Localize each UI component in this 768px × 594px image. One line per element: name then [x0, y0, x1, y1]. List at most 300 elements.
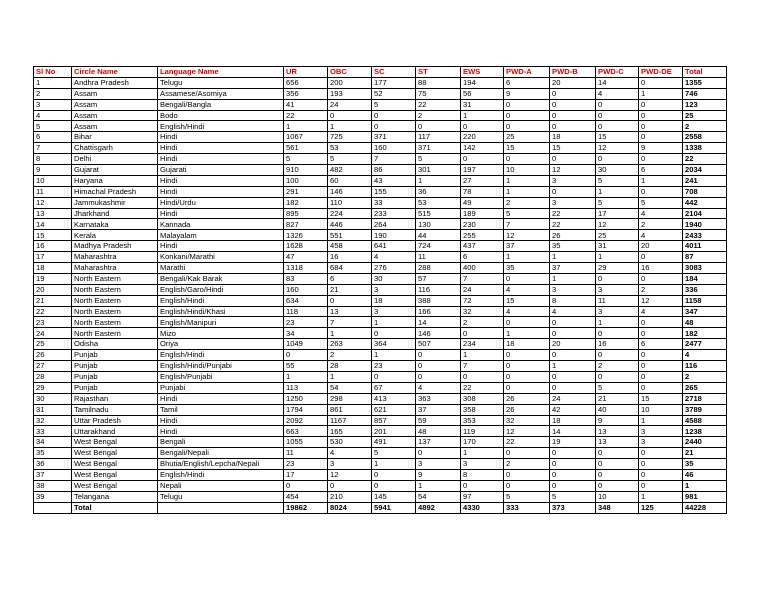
cell-language-name: Malayalam	[158, 230, 284, 241]
cell-language-name: Telugu	[158, 77, 284, 88]
cell-sl-no: 11	[34, 186, 72, 197]
cell-pwd-b: 1	[550, 273, 596, 284]
cell-pwd-de: 16	[639, 263, 683, 274]
cell-pwd-a: 0	[504, 371, 550, 382]
cell-ur: 182	[284, 197, 328, 208]
cell-ur: 291	[284, 186, 328, 197]
cell-circle-name: Uttarakhand	[72, 426, 158, 437]
cell-st: 137	[416, 437, 461, 448]
cell-obc: 224	[328, 208, 372, 219]
cell-circle-name: Punjab	[72, 371, 158, 382]
cell-circle-name: Bihar	[72, 132, 158, 143]
cell-ur: 0	[284, 480, 328, 491]
cell-ur: 23	[284, 317, 328, 328]
cell-pwd-b: 0	[550, 88, 596, 99]
cell-pwd-de: 1	[639, 491, 683, 502]
cell-ur: 1628	[284, 241, 328, 252]
table-total-row	[34, 502, 727, 513]
cell-obc: 684	[328, 263, 372, 274]
cell-pwd-de: 20	[639, 241, 683, 252]
cell-obc: 0	[328, 295, 372, 306]
cell-pwd-b: 0	[550, 110, 596, 121]
cell-pwd-b: 22	[550, 219, 596, 230]
table-row	[34, 382, 727, 393]
cell-pwd-b: 35	[550, 241, 596, 252]
cell-pwd-a: 5	[504, 491, 550, 502]
cell-ews: 3	[461, 459, 504, 470]
total-cell-pwd-a: 333	[504, 502, 550, 513]
cell-st: 724	[416, 241, 461, 252]
cell-st: 44	[416, 230, 461, 241]
cell-ur: 1318	[284, 263, 328, 274]
cell-language-name: Bengali/Bangla	[158, 99, 284, 110]
cell-sl-no: 13	[34, 208, 72, 219]
cell-pwd-b: 0	[550, 350, 596, 361]
cell-obc: 5	[328, 154, 372, 165]
cell-ews: 32	[461, 306, 504, 317]
total-cell-pwd-de: 125	[639, 502, 683, 513]
table-row	[34, 230, 727, 241]
cell-obc: 263	[328, 339, 372, 350]
cell-sl-no: 38	[34, 480, 72, 491]
cell-pwd-de: 4	[639, 306, 683, 317]
cell-pwd-c: 0	[596, 154, 639, 165]
cell-total: 123	[683, 99, 727, 110]
cell-sc: 0	[372, 480, 416, 491]
cell-sl-no: 5	[34, 121, 72, 132]
cell-ur: 663	[284, 426, 328, 437]
cell-sc: 23	[372, 361, 416, 372]
cell-st: 166	[416, 306, 461, 317]
cell-pwd-a: 2	[504, 197, 550, 208]
table-row	[34, 317, 727, 328]
cell-pwd-c: 21	[596, 393, 639, 404]
cell-sc: 18	[372, 295, 416, 306]
cell-sc: 413	[372, 393, 416, 404]
table-row	[34, 491, 727, 502]
cell-ur: 100	[284, 175, 328, 186]
cell-language-name: Tamil	[158, 404, 284, 415]
cell-st: 0	[416, 121, 461, 132]
cell-total: 4588	[683, 415, 727, 426]
cell-language-name: English/Punjabi	[158, 371, 284, 382]
cell-total: 1355	[683, 77, 727, 88]
cell-pwd-b: 0	[550, 459, 596, 470]
cell-sl-no: 39	[34, 491, 72, 502]
cell-pwd-de: 5	[639, 197, 683, 208]
cell-pwd-de: 0	[639, 350, 683, 361]
table-row	[34, 165, 727, 176]
cell-ur: 34	[284, 328, 328, 339]
cell-circle-name: West Bengal	[72, 480, 158, 491]
cell-pwd-c: 0	[596, 459, 639, 470]
total-cell-sl-no	[34, 502, 72, 513]
cell-total: 87	[683, 252, 727, 263]
cell-st: 5	[416, 154, 461, 165]
cell-pwd-c: 15	[596, 132, 639, 143]
cell-obc: 110	[328, 197, 372, 208]
table-row	[34, 350, 727, 361]
cell-circle-name: Maharashtra	[72, 263, 158, 274]
cell-sc: 1	[372, 350, 416, 361]
cell-pwd-a: 5	[504, 208, 550, 219]
cell-sc: 371	[372, 132, 416, 143]
cell-st: 3	[416, 459, 461, 470]
cell-st: 4	[416, 382, 461, 393]
cell-ur: 160	[284, 284, 328, 295]
cell-pwd-a: 0	[504, 110, 550, 121]
cell-circle-name: Punjab	[72, 361, 158, 372]
cell-ews: 24	[461, 284, 504, 295]
table-row	[34, 88, 727, 99]
cell-sc: 155	[372, 186, 416, 197]
cell-pwd-de: 6	[639, 165, 683, 176]
table-row	[34, 306, 727, 317]
table-row	[34, 339, 727, 350]
cell-pwd-a: 12	[504, 426, 550, 437]
cell-circle-name: West Bengal	[72, 469, 158, 480]
cell-sl-no: 36	[34, 459, 72, 470]
cell-pwd-de: 0	[639, 99, 683, 110]
cell-pwd-b: 3	[550, 197, 596, 208]
cell-pwd-de: 0	[639, 121, 683, 132]
cell-pwd-c: 0	[596, 328, 639, 339]
cell-pwd-de: 3	[639, 437, 683, 448]
cell-sc: 52	[372, 88, 416, 99]
cell-ur: 11	[284, 448, 328, 459]
cell-total: 2477	[683, 339, 727, 350]
cell-sc: 145	[372, 491, 416, 502]
cell-language-name: English/Hindi	[158, 121, 284, 132]
cell-pwd-c: 9	[596, 415, 639, 426]
cell-obc: 28	[328, 361, 372, 372]
cell-pwd-de: 9	[639, 143, 683, 154]
cell-ews: 194	[461, 77, 504, 88]
cell-total: 48	[683, 317, 727, 328]
table-row	[34, 426, 727, 437]
cell-pwd-a: 26	[504, 404, 550, 415]
cell-ews: 2	[461, 317, 504, 328]
cell-obc: 165	[328, 426, 372, 437]
cell-pwd-a: 6	[504, 77, 550, 88]
cell-pwd-c: 0	[596, 448, 639, 459]
cell-ews: 358	[461, 404, 504, 415]
cell-language-name: English/Hindi	[158, 295, 284, 306]
cell-sl-no: 20	[34, 284, 72, 295]
cell-pwd-a: 0	[504, 469, 550, 480]
cell-st: 388	[416, 295, 461, 306]
cell-total: 981	[683, 491, 727, 502]
cell-sc: 160	[372, 143, 416, 154]
cell-pwd-c: 40	[596, 404, 639, 415]
table-body	[34, 77, 727, 513]
cell-st: 117	[416, 132, 461, 143]
cell-pwd-c: 0	[596, 110, 639, 121]
cell-pwd-b: 0	[550, 469, 596, 480]
cell-total: 182	[683, 328, 727, 339]
cell-sl-no: 4	[34, 110, 72, 121]
cell-pwd-de: 0	[639, 252, 683, 263]
cell-total: 746	[683, 88, 727, 99]
cell-pwd-de: 0	[639, 132, 683, 143]
table-row	[34, 263, 727, 274]
cell-total: 2558	[683, 132, 727, 143]
cell-ur: 895	[284, 208, 328, 219]
cell-total: 1158	[683, 295, 727, 306]
cell-ur: 1250	[284, 393, 328, 404]
cell-total: 708	[683, 186, 727, 197]
cell-sc: 0	[372, 121, 416, 132]
cell-sc: 7	[372, 154, 416, 165]
cell-pwd-a: 35	[504, 263, 550, 274]
cell-st: 75	[416, 88, 461, 99]
cell-ur: 22	[284, 110, 328, 121]
cell-pwd-c: 0	[596, 469, 639, 480]
cell-sc: 33	[372, 197, 416, 208]
cell-pwd-a: 10	[504, 165, 550, 176]
total-cell-pwd-b: 373	[550, 502, 596, 513]
cell-obc: 24	[328, 99, 372, 110]
cell-st: 9	[416, 469, 461, 480]
cell-pwd-b: 3	[550, 175, 596, 186]
cell-st: 130	[416, 219, 461, 230]
table-row	[34, 241, 727, 252]
cell-sl-no: 21	[34, 295, 72, 306]
cell-pwd-b: 19	[550, 437, 596, 448]
total-cell-st: 4892	[416, 502, 461, 513]
cell-st: 507	[416, 339, 461, 350]
cell-pwd-a: 0	[504, 480, 550, 491]
cell-sc: 4	[372, 252, 416, 263]
cell-ews: 189	[461, 208, 504, 219]
cell-ews: 230	[461, 219, 504, 230]
cell-sl-no: 6	[34, 132, 72, 143]
cell-pwd-a: 0	[504, 99, 550, 110]
cell-circle-name: Assam	[72, 110, 158, 121]
cell-st: 11	[416, 252, 461, 263]
cell-obc: 482	[328, 165, 372, 176]
cell-circle-name: West Bengal	[72, 448, 158, 459]
cell-circle-name: Haryana	[72, 175, 158, 186]
cell-pwd-b: 0	[550, 382, 596, 393]
table-row	[34, 121, 727, 132]
cell-total: 241	[683, 175, 727, 186]
cell-language-name: English/Hindi	[158, 469, 284, 480]
cell-pwd-b: 0	[550, 371, 596, 382]
cell-ews: 0	[461, 480, 504, 491]
cell-pwd-c: 12	[596, 219, 639, 230]
cell-ews: 56	[461, 88, 504, 99]
cell-st: 36	[416, 186, 461, 197]
cell-obc: 1	[328, 328, 372, 339]
cell-ews: 0	[461, 154, 504, 165]
cell-pwd-b: 0	[550, 154, 596, 165]
cell-ur: 41	[284, 99, 328, 110]
cell-ews: 8	[461, 469, 504, 480]
cell-sl-no: 16	[34, 241, 72, 252]
cell-sl-no: 27	[34, 361, 72, 372]
cell-pwd-b: 18	[550, 415, 596, 426]
cell-st: 288	[416, 263, 461, 274]
cell-pwd-c: 5	[596, 197, 639, 208]
header-ur: UR	[284, 67, 328, 78]
table-row	[34, 448, 727, 459]
cell-ews: 119	[461, 426, 504, 437]
cell-sc: 641	[372, 241, 416, 252]
header-pwd-de: PWD-DE	[639, 67, 683, 78]
cell-st: 301	[416, 165, 461, 176]
cell-pwd-de: 10	[639, 404, 683, 415]
table-row	[34, 208, 727, 219]
cell-sc: 0	[372, 371, 416, 382]
cell-pwd-de: 6	[639, 339, 683, 350]
cell-total: 1238	[683, 426, 727, 437]
cell-pwd-de: 0	[639, 154, 683, 165]
cell-sc: 30	[372, 273, 416, 284]
cell-circle-name: Punjab	[72, 382, 158, 393]
cell-pwd-b: 0	[550, 480, 596, 491]
cell-obc: 0	[328, 480, 372, 491]
cell-ews: 7	[461, 361, 504, 372]
cell-sl-no: 25	[34, 339, 72, 350]
cell-ur: 1049	[284, 339, 328, 350]
cell-total: 46	[683, 469, 727, 480]
total-cell-obc: 8024	[328, 502, 372, 513]
cell-st: 48	[416, 426, 461, 437]
cell-total: 3083	[683, 263, 727, 274]
cell-circle-name: Chattisgarh	[72, 143, 158, 154]
cell-pwd-b: 4	[550, 306, 596, 317]
cell-ur: 17	[284, 469, 328, 480]
cell-obc: 861	[328, 404, 372, 415]
cell-ur: 1	[284, 121, 328, 132]
recruitment-vacancy-table	[33, 66, 727, 514]
cell-circle-name: Uttar Pradesh	[72, 415, 158, 426]
cell-obc: 7	[328, 317, 372, 328]
cell-st: 14	[416, 317, 461, 328]
cell-st: 116	[416, 284, 461, 295]
cell-pwd-a: 0	[504, 154, 550, 165]
cell-ews: 234	[461, 339, 504, 350]
cell-sc: 5	[372, 99, 416, 110]
cell-pwd-c: 0	[596, 371, 639, 382]
cell-obc: 200	[328, 77, 372, 88]
cell-language-name: Kannada	[158, 219, 284, 230]
cell-pwd-c: 4	[596, 88, 639, 99]
cell-language-name: Hindi	[158, 154, 284, 165]
cell-pwd-c: 0	[596, 350, 639, 361]
cell-pwd-b: 18	[550, 132, 596, 143]
cell-pwd-b: 0	[550, 317, 596, 328]
cell-obc: 146	[328, 186, 372, 197]
cell-sl-no: 29	[34, 382, 72, 393]
cell-obc: 16	[328, 252, 372, 263]
cell-language-name: Bodo	[158, 110, 284, 121]
cell-pwd-c: 2	[596, 361, 639, 372]
cell-obc: 458	[328, 241, 372, 252]
cell-ews: 1	[461, 350, 504, 361]
cell-ur: 454	[284, 491, 328, 502]
cell-obc: 551	[328, 230, 372, 241]
cell-pwd-c: 12	[596, 143, 639, 154]
cell-ur: 561	[284, 143, 328, 154]
cell-st: 57	[416, 273, 461, 284]
table-row	[34, 110, 727, 121]
cell-ews: 197	[461, 165, 504, 176]
cell-pwd-de: 0	[639, 273, 683, 284]
cell-pwd-a: 0	[504, 382, 550, 393]
cell-sl-no: 14	[34, 219, 72, 230]
cell-sc: 491	[372, 437, 416, 448]
cell-pwd-de: 0	[639, 328, 683, 339]
cell-circle-name: Maharashtra	[72, 252, 158, 263]
table-row	[34, 197, 727, 208]
cell-sc: 190	[372, 230, 416, 241]
header-language-name: Language Name	[158, 67, 284, 78]
cell-pwd-de: 4	[639, 208, 683, 219]
cell-sl-no: 37	[34, 469, 72, 480]
cell-pwd-b: 8	[550, 295, 596, 306]
table-row	[34, 371, 727, 382]
cell-pwd-c: 3	[596, 306, 639, 317]
cell-circle-name: Karnataka	[72, 219, 158, 230]
cell-obc: 1167	[328, 415, 372, 426]
cell-total: 347	[683, 306, 727, 317]
cell-circle-name: Punjab	[72, 350, 158, 361]
cell-pwd-c: 0	[596, 273, 639, 284]
table-row	[34, 469, 727, 480]
cell-ews: 1	[461, 448, 504, 459]
cell-pwd-a: 0	[504, 350, 550, 361]
cell-language-name: Hindi	[158, 426, 284, 437]
cell-ews: 7	[461, 273, 504, 284]
cell-st: 0	[416, 448, 461, 459]
table-row	[34, 252, 727, 263]
cell-ews: 31	[461, 99, 504, 110]
cell-language-name: Hindi	[158, 241, 284, 252]
cell-ews: 400	[461, 263, 504, 274]
cell-total: 4011	[683, 241, 727, 252]
cell-total: 35	[683, 459, 727, 470]
cell-ur: 1067	[284, 132, 328, 143]
cell-pwd-de: 0	[639, 186, 683, 197]
cell-pwd-c: 14	[596, 77, 639, 88]
cell-circle-name: North Eastern	[72, 306, 158, 317]
cell-circle-name: North Eastern	[72, 317, 158, 328]
cell-pwd-b: 14	[550, 426, 596, 437]
cell-pwd-de: 0	[639, 371, 683, 382]
cell-pwd-b: 12	[550, 165, 596, 176]
cell-language-name: Oriya	[158, 339, 284, 350]
cell-pwd-c: 0	[596, 121, 639, 132]
cell-ur: 113	[284, 382, 328, 393]
cell-st: 0	[416, 361, 461, 372]
cell-st: 37	[416, 404, 461, 415]
cell-ur: 23	[284, 459, 328, 470]
cell-ews: 0	[461, 371, 504, 382]
cell-ews: 308	[461, 393, 504, 404]
cell-sc: 0	[372, 328, 416, 339]
cell-language-name: Hindi	[158, 175, 284, 186]
cell-obc: 4	[328, 448, 372, 459]
cell-ews: 353	[461, 415, 504, 426]
cell-obc: 530	[328, 437, 372, 448]
cell-circle-name: Assam	[72, 99, 158, 110]
cell-sc: 86	[372, 165, 416, 176]
cell-ews: 1	[461, 110, 504, 121]
cell-sl-no: 3	[34, 99, 72, 110]
cell-pwd-b: 37	[550, 263, 596, 274]
